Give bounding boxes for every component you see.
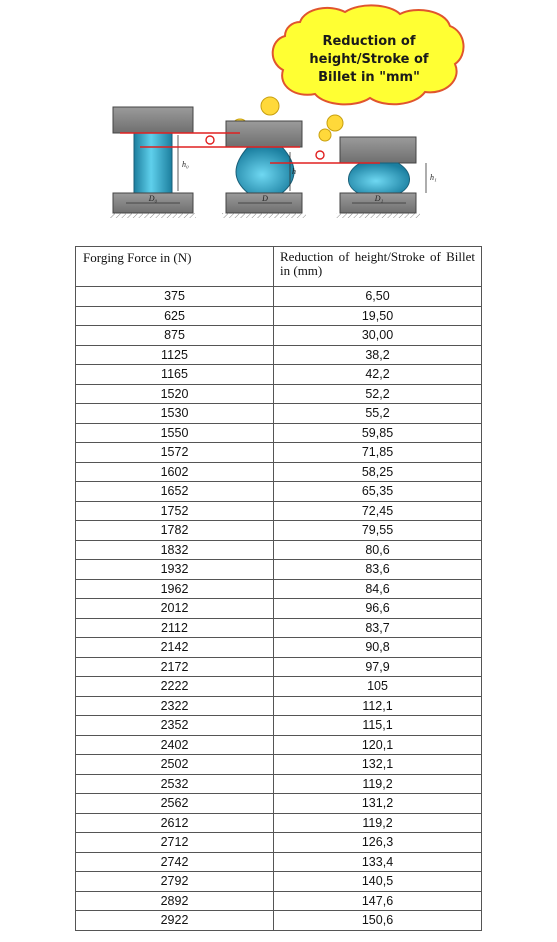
table-header-row xyxy=(76,247,482,287)
upsetting-process-figure xyxy=(0,0,557,240)
stroke-cell: 119,2 xyxy=(274,813,482,833)
arrow-marker-2 xyxy=(316,151,324,159)
stroke-cell: 83,7 xyxy=(274,618,482,638)
stroke-cell: 132,1 xyxy=(274,755,482,775)
stroke-cell: 79,55 xyxy=(274,521,482,541)
h-label: h xyxy=(292,167,296,176)
table-row xyxy=(76,852,482,872)
stroke-cell: 96,6 xyxy=(274,599,482,619)
stroke-cell: 58,25 xyxy=(274,462,482,482)
billet-final xyxy=(348,163,409,193)
force-cell: 1165 xyxy=(76,365,274,385)
table-row xyxy=(76,365,482,385)
force-cell: 2112 xyxy=(76,618,274,638)
table-row xyxy=(76,813,482,833)
force-cell: 1832 xyxy=(76,540,274,560)
table-row xyxy=(76,501,482,521)
table-row xyxy=(76,599,482,619)
table-row xyxy=(76,657,482,677)
force-cell: 1932 xyxy=(76,560,274,580)
top-die-2 xyxy=(226,121,302,147)
force-cell: 1962 xyxy=(76,579,274,599)
stroke-cell: 147,6 xyxy=(274,891,482,911)
stroke-cell: 80,6 xyxy=(274,540,482,560)
stroke-cell: 72,45 xyxy=(274,501,482,521)
table-row xyxy=(76,774,482,794)
force-cell: 375 xyxy=(76,287,274,307)
force-cell: 1520 xyxy=(76,384,274,404)
force-cell: 2532 xyxy=(76,774,274,794)
callout-cloud xyxy=(273,5,464,104)
force-cell: 2352 xyxy=(76,716,274,736)
ground-hatch-1 xyxy=(110,213,196,218)
stroke-cell: 115,1 xyxy=(274,716,482,736)
table-row xyxy=(76,755,482,775)
billet-initial xyxy=(134,133,172,193)
stroke-cell: 105 xyxy=(274,677,482,697)
stroke-cell: 55,2 xyxy=(274,404,482,424)
billet-intermediate xyxy=(236,147,294,193)
table-row xyxy=(76,287,482,307)
table-row xyxy=(76,384,482,404)
force-cell: 625 xyxy=(76,306,274,326)
force-cell: 1550 xyxy=(76,423,274,443)
stroke-cell: 140,5 xyxy=(274,872,482,892)
stroke-cell: 19,50 xyxy=(274,306,482,326)
table-row xyxy=(76,423,482,443)
table-body xyxy=(76,287,482,931)
stroke-cell: 97,9 xyxy=(274,657,482,677)
table-row xyxy=(76,891,482,911)
table-row xyxy=(76,306,482,326)
force-cell: 2142 xyxy=(76,638,274,658)
table-row xyxy=(76,560,482,580)
force-cell: 2922 xyxy=(76,911,274,931)
table-row xyxy=(76,618,482,638)
force-cell: 1752 xyxy=(76,501,274,521)
force-cell: 2712 xyxy=(76,833,274,853)
stroke-cell: 84,6 xyxy=(274,579,482,599)
d0-label: D₀ xyxy=(148,194,158,203)
force-cell: 1602 xyxy=(76,462,274,482)
h0-label: h₀ xyxy=(182,160,189,169)
ground-hatch-2 xyxy=(222,213,306,218)
header-forging-force: Forging Force in (N) xyxy=(76,247,274,287)
stage-final xyxy=(336,137,437,218)
stroke-cell: 83,6 xyxy=(274,560,482,580)
force-cell: 2222 xyxy=(76,677,274,697)
table-row xyxy=(76,833,482,853)
stroke-cell: 120,1 xyxy=(274,735,482,755)
stroke-cell: 119,2 xyxy=(274,774,482,794)
force-cell: 2402 xyxy=(76,735,274,755)
table-row xyxy=(76,677,482,697)
stage-initial xyxy=(110,107,196,218)
table-row xyxy=(76,462,482,482)
force-cell: 2792 xyxy=(76,872,274,892)
stroke-cell: 6,50 xyxy=(274,287,482,307)
force-cell: 2612 xyxy=(76,813,274,833)
stroke-cell: 30,00 xyxy=(274,326,482,346)
stroke-cell: 126,3 xyxy=(274,833,482,853)
table-row xyxy=(76,872,482,892)
h1-label: h₁ xyxy=(430,173,437,182)
table-row xyxy=(76,482,482,502)
callout-line-3: Billet in "mm" xyxy=(318,70,420,85)
arrow-marker-1 xyxy=(206,136,214,144)
table-row xyxy=(76,326,482,346)
force-cell: 875 xyxy=(76,326,274,346)
stroke-cell: 133,4 xyxy=(274,852,482,872)
thought-ball-4 xyxy=(319,129,331,141)
table-row xyxy=(76,638,482,658)
callout-line-1: Reduction of xyxy=(322,34,416,49)
table-row xyxy=(76,540,482,560)
force-cell: 2012 xyxy=(76,599,274,619)
stroke-cell: 71,85 xyxy=(274,443,482,463)
ground-hatch-3 xyxy=(336,213,420,218)
force-cell: 1782 xyxy=(76,521,274,541)
table-row xyxy=(76,716,482,736)
top-die-1 xyxy=(113,107,193,133)
table-row xyxy=(76,443,482,463)
stroke-cell: 150,6 xyxy=(274,911,482,931)
force-cell: 1530 xyxy=(76,404,274,424)
force-cell: 2562 xyxy=(76,794,274,814)
force-cell: 1572 xyxy=(76,443,274,463)
force-cell: 2172 xyxy=(76,657,274,677)
stroke-cell: 112,1 xyxy=(274,696,482,716)
header-reduction-height: Reduction of height/Stroke of Billet in (mm) xyxy=(274,247,482,287)
force-cell: 2742 xyxy=(76,852,274,872)
stroke-cell: 59,85 xyxy=(274,423,482,443)
stroke-cell: 65,35 xyxy=(274,482,482,502)
stroke-cell: 52,2 xyxy=(274,384,482,404)
force-cell: 2322 xyxy=(76,696,274,716)
stroke-cell: 90,8 xyxy=(274,638,482,658)
table-row xyxy=(76,794,482,814)
table-row xyxy=(76,735,482,755)
force-cell: 1125 xyxy=(76,345,274,365)
stroke-cell: 38,2 xyxy=(274,345,482,365)
thought-ball-1 xyxy=(261,97,279,115)
stroke-cell: 131,2 xyxy=(274,794,482,814)
table-row xyxy=(76,521,482,541)
force-cell: 1652 xyxy=(76,482,274,502)
table-row xyxy=(76,911,482,931)
force-cell: 2892 xyxy=(76,891,274,911)
top-die-3 xyxy=(340,137,416,163)
table-row xyxy=(76,404,482,424)
stage-intermediate xyxy=(222,121,306,218)
table-row xyxy=(76,696,482,716)
force-cell: 2502 xyxy=(76,755,274,775)
table-row xyxy=(76,345,482,365)
thought-ball-3 xyxy=(327,115,343,131)
stroke-cell: 42,2 xyxy=(274,365,482,385)
table-row xyxy=(76,579,482,599)
d1-label: D₁ xyxy=(374,194,384,203)
force-stroke-table xyxy=(75,246,482,931)
d-label: D xyxy=(262,194,268,203)
callout-line-2: height/Stroke of xyxy=(309,52,429,67)
